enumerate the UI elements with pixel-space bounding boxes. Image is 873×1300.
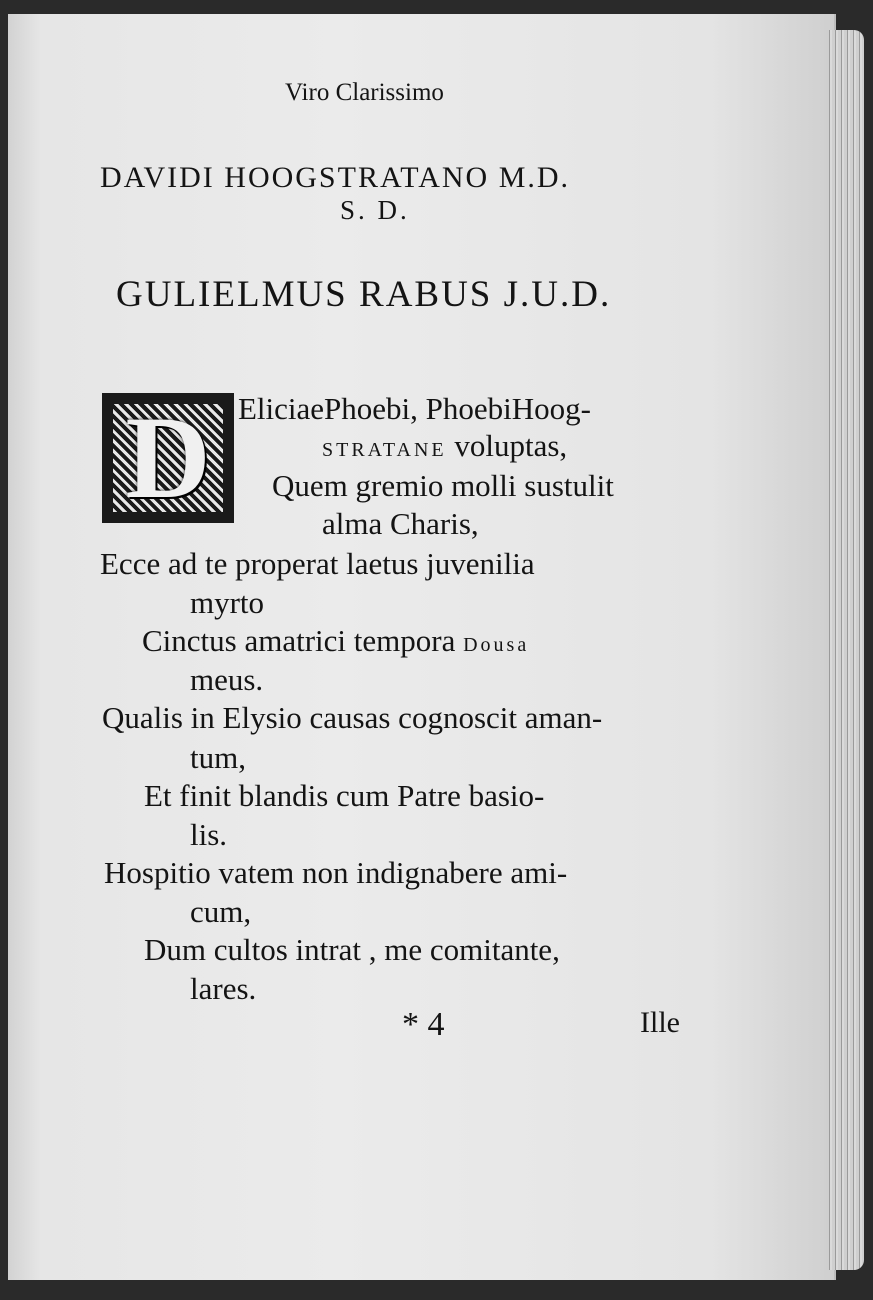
- verse-line: [144, 934, 560, 965]
- verse-text: lis.: [190, 817, 228, 852]
- verse-text: tum,: [190, 740, 246, 775]
- verse-line: [322, 430, 567, 461]
- verse-text: Quem gremio molli sustulit: [272, 468, 614, 503]
- small-caps-text: STRATANE: [322, 439, 447, 461]
- author-line: GULIELMUS RABUS J.U.D.: [116, 274, 612, 315]
- running-title: Viro Clarissimo: [285, 79, 444, 106]
- verse-text: Hospitio vatem non indignabere ami-: [104, 855, 568, 890]
- decorated-initial: [102, 393, 234, 523]
- signature-mark: * 4: [402, 1006, 445, 1043]
- verse-line: [190, 587, 264, 618]
- verse-text: Cinctus amatrici tempora: [142, 623, 464, 658]
- dedication-salutation: S. D.: [340, 195, 410, 225]
- verse-line: [190, 742, 246, 773]
- verse-line: [100, 548, 535, 579]
- verse-text: Ecce ad te properat laetus juvenilia: [100, 546, 535, 581]
- verse-line: [144, 780, 544, 811]
- verse-line: [190, 819, 227, 850]
- verse-line: [322, 508, 479, 539]
- verse-line: [190, 664, 263, 695]
- dedication-recipient: DAVIDI HOOGSTRATANO M.D.: [100, 161, 571, 194]
- verse-text: lares.: [190, 971, 257, 1006]
- page-edges: [826, 30, 864, 1270]
- verse-text: meus.: [190, 662, 264, 697]
- verse-line: [142, 625, 529, 656]
- catchword: Ille: [640, 1006, 680, 1039]
- verse-line: [190, 896, 251, 927]
- verse-line: [238, 393, 591, 424]
- verse-line: [102, 702, 602, 733]
- verse-text: EliciaePhoebi, PhoebiHoog-: [238, 391, 591, 426]
- verse-text: Dum cultos intrat , me comitante,: [144, 932, 560, 967]
- small-caps-text: Dousa: [463, 634, 530, 656]
- verse-text: alma Charis,: [322, 506, 479, 541]
- initial-letter: D: [125, 392, 211, 523]
- verse-text: myrto: [190, 585, 265, 620]
- verse-line: [272, 470, 614, 501]
- verse-text: voluptas,: [446, 428, 568, 463]
- verse-line: [190, 973, 256, 1004]
- verse-text: Et finit blandis cum Patre basio-: [144, 778, 545, 813]
- verse-text: cum,: [190, 894, 252, 929]
- verse-text: Qualis in Elysio causas cognoscit aman-: [102, 700, 603, 735]
- verse-line: [104, 857, 567, 888]
